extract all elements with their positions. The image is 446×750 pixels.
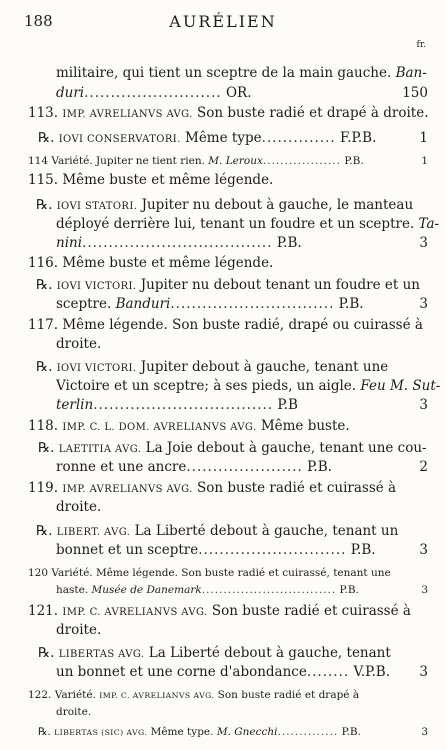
text-segment: M. Leroux <box>208 155 263 167</box>
line-text <box>28 151 390 171</box>
line-text <box>28 416 388 438</box>
legend-text: IMP. AVRELIANVS AVG. <box>62 484 193 495</box>
text-segment: 121. <box>28 603 63 619</box>
text-segment: M. Gnecchi <box>216 726 278 738</box>
text-line <box>0 662 446 682</box>
line-text <box>56 540 390 560</box>
line-text <box>56 214 440 234</box>
line-text <box>56 662 390 682</box>
line-text <box>56 334 390 354</box>
text-line <box>0 357 446 377</box>
value-column: 3 <box>421 584 428 596</box>
text-line <box>0 151 446 171</box>
text-segment: duri <box>56 85 85 101</box>
legend-text: IMP. C. AVRELIANVS AVG. <box>62 607 208 618</box>
text-segment: La Joie debout à gauche, tenant une cou- <box>141 440 427 456</box>
dot-leader: .................................. <box>93 397 274 413</box>
text-segment: OR. <box>221 85 252 101</box>
text-segment: P.B. <box>346 542 376 558</box>
text-line <box>0 395 446 415</box>
text-line <box>0 103 446 123</box>
dot-leader: ............................... <box>201 584 337 596</box>
text-segment: Son buste radié et cuirassé à <box>207 603 411 619</box>
text-segment: F.P.B. <box>335 130 377 146</box>
text-segment: Son buste radié et cuirassé à <box>192 480 397 496</box>
text-line <box>0 170 446 190</box>
text-segment: Jupiter debout à gauche, tenant une <box>136 359 389 375</box>
text-line <box>0 540 446 560</box>
line-text <box>56 294 390 314</box>
text-segment: ℞. <box>38 130 59 146</box>
legend-text: IOVI VICTORI. <box>56 281 137 292</box>
text-segment: 115. Même buste et même légende. <box>28 172 274 188</box>
dot-leader: .................. <box>262 155 341 167</box>
text-line <box>0 214 446 234</box>
text-line <box>0 478 446 498</box>
dot-leader: ............................ <box>198 542 347 558</box>
text-segment: 122. Variété. <box>28 689 100 701</box>
text-segment: Feu M. Sut- <box>360 378 441 394</box>
text-segment: 113. <box>28 105 63 121</box>
text-segment: Ban- <box>395 65 427 81</box>
text-line <box>0 376 446 396</box>
text-line <box>0 294 446 314</box>
line-text <box>56 702 390 722</box>
value-column: 3 <box>419 397 428 413</box>
line-text <box>56 457 390 477</box>
line-text <box>56 580 390 600</box>
value-column: 1 <box>421 155 428 167</box>
text-line <box>0 722 446 742</box>
value-column: 1 <box>419 130 428 146</box>
text-line <box>0 83 446 103</box>
text-segment: P.B. <box>340 155 364 167</box>
legend-text: LIBERTAS AVG. <box>58 649 145 660</box>
text-segment: ℞. <box>38 726 55 738</box>
text-segment: La Liberté debout à gauche, tenant un <box>130 523 399 539</box>
legend-text: IMP. AVRELIANVS AVG. <box>62 109 193 120</box>
dot-leader: .............. <box>277 726 339 738</box>
text-line <box>0 702 446 722</box>
line-text <box>56 63 427 83</box>
value-column: 150 <box>402 85 428 101</box>
text-segment: droite. <box>56 622 102 638</box>
value-column: 2 <box>419 459 428 475</box>
text-segment: ℞. <box>38 440 59 456</box>
text-line <box>0 128 446 148</box>
text-segment: ℞. <box>36 197 57 213</box>
line-text <box>56 233 390 253</box>
text-segment: terlin <box>56 397 94 413</box>
text-segment: droite. <box>56 336 102 352</box>
text-segment: ronne et une ancre <box>56 459 187 475</box>
text-segment: nini <box>56 235 83 251</box>
text-line <box>0 521 446 541</box>
text-line <box>0 457 446 477</box>
page-header <box>0 0 446 40</box>
dot-leader: ...................... <box>186 459 303 475</box>
text-segment: 114 Variété. Jupiter ne tient rien. <box>28 155 209 167</box>
text-segment: ℞. <box>36 277 57 293</box>
line-text <box>56 83 388 103</box>
dot-leader: .............. <box>261 130 336 146</box>
line-text <box>56 620 390 640</box>
line-text <box>56 395 390 415</box>
text-segment: Son buste radié et drapé à <box>214 689 360 701</box>
legend-text: LIBERTAS (SIC) AVG. <box>54 728 148 737</box>
text-segment: P.B. <box>334 296 364 312</box>
text-line <box>0 580 446 600</box>
text-line <box>0 253 446 273</box>
legend-text: LIBERT. AVG. <box>56 527 131 538</box>
legend-text: IOVI VICTORI. <box>56 363 137 374</box>
text-segment: militaire, qui tient un sceptre de la main gauche. <box>56 65 396 81</box>
line-text <box>56 497 390 517</box>
text-line <box>0 643 446 663</box>
text-segment: P.B <box>273 397 298 413</box>
dot-leader: .................................... <box>82 235 273 251</box>
text-segment: V.P.B. <box>349 664 391 680</box>
value-column: 3 <box>419 235 428 251</box>
line-text <box>38 722 390 743</box>
text-segment: 120 Variété. Même légende. Son buste radié et cuirassé, tenant une <box>28 567 391 579</box>
text-line <box>0 195 446 215</box>
line-text <box>28 103 429 125</box>
text-line <box>0 497 446 517</box>
text-segment: ℞. <box>38 645 59 661</box>
text-segment: sceptre. <box>56 296 116 312</box>
value-column: 3 <box>419 664 428 680</box>
text-segment: haste. <box>56 584 92 596</box>
text-segment: Son buste radié et drapé à droite. <box>192 105 429 121</box>
value-column: 3 <box>419 296 428 312</box>
text-segment: déployé derrière lui, tenant un foudre et un sceptre. <box>56 216 419 232</box>
text-segment: Jupiter nu debout à gauche, le manteau <box>137 197 414 213</box>
text-line <box>0 416 446 436</box>
text-line <box>0 63 446 83</box>
text-segment: 119. <box>28 480 63 496</box>
text-segment: droite. <box>56 706 92 718</box>
value-column: 3 <box>419 542 428 558</box>
text-line <box>0 275 446 295</box>
text-segment: Banduri <box>115 296 171 312</box>
text-segment: ℞. <box>36 359 57 375</box>
text-line <box>0 334 446 354</box>
text-line <box>0 233 446 253</box>
dot-leader: .......................... <box>84 85 222 101</box>
text-segment: ℞. <box>36 523 57 539</box>
text-segment: Musée de Danemark <box>91 584 202 596</box>
text-line <box>0 620 446 640</box>
text-segment: La Liberté debout à gauche, tenant <box>144 645 391 661</box>
text-segment: Même buste. <box>256 418 350 434</box>
text-segment: Victoire et un sceptre; à ses pieds, un aigle. <box>56 378 361 394</box>
text-segment: droite. <box>56 499 102 515</box>
legend-text: IOVI STATORI. <box>56 201 138 212</box>
running-title: AURÉLIEN <box>169 12 277 31</box>
page-number: 188 <box>24 12 53 30</box>
text-segment: 116. Même buste et même légende. <box>28 255 274 271</box>
line-text <box>38 128 390 150</box>
text-segment: bonnet et un sceptre <box>56 542 199 558</box>
legend-text: IOVI CONSERVATORI. <box>58 134 181 145</box>
text-segment: P.B. <box>302 459 332 475</box>
text-segment: P.B. <box>272 235 302 251</box>
text-line <box>0 438 446 458</box>
dot-leader: ............................... <box>170 296 335 312</box>
text-segment: P.B. <box>338 726 361 738</box>
value-column: 3 <box>421 726 428 738</box>
text-segment: P.B. <box>336 584 359 596</box>
text-line <box>0 315 446 335</box>
line-text <box>28 253 388 273</box>
text-segment: Ta- <box>418 216 440 232</box>
legend-text: IMP. C. L. DOM. AVRELIANVS AVG. <box>62 422 257 433</box>
legend-text: LAETITIA AVG. <box>58 444 142 455</box>
text-segment: 118. <box>28 418 63 434</box>
line-text <box>28 170 388 190</box>
text-segment: Même type <box>180 130 262 146</box>
line-text <box>56 376 441 396</box>
dot-leader: ........ <box>306 664 350 680</box>
text-segment: un bonnet et une corne d'abondance <box>56 664 307 680</box>
text-line <box>0 601 446 621</box>
text-segment: Jupiter nu debout tenant un foudre et un <box>136 277 420 293</box>
line-text <box>28 315 423 335</box>
column-unit-label: fr. <box>416 40 426 50</box>
text-segment: Même type. <box>147 726 217 738</box>
text-segment: 117. Même légende. Son buste radié, drapé ou cuirassé à <box>28 317 423 333</box>
legend-text: IMP. C. AVRELIANVS AVG. <box>99 691 215 700</box>
